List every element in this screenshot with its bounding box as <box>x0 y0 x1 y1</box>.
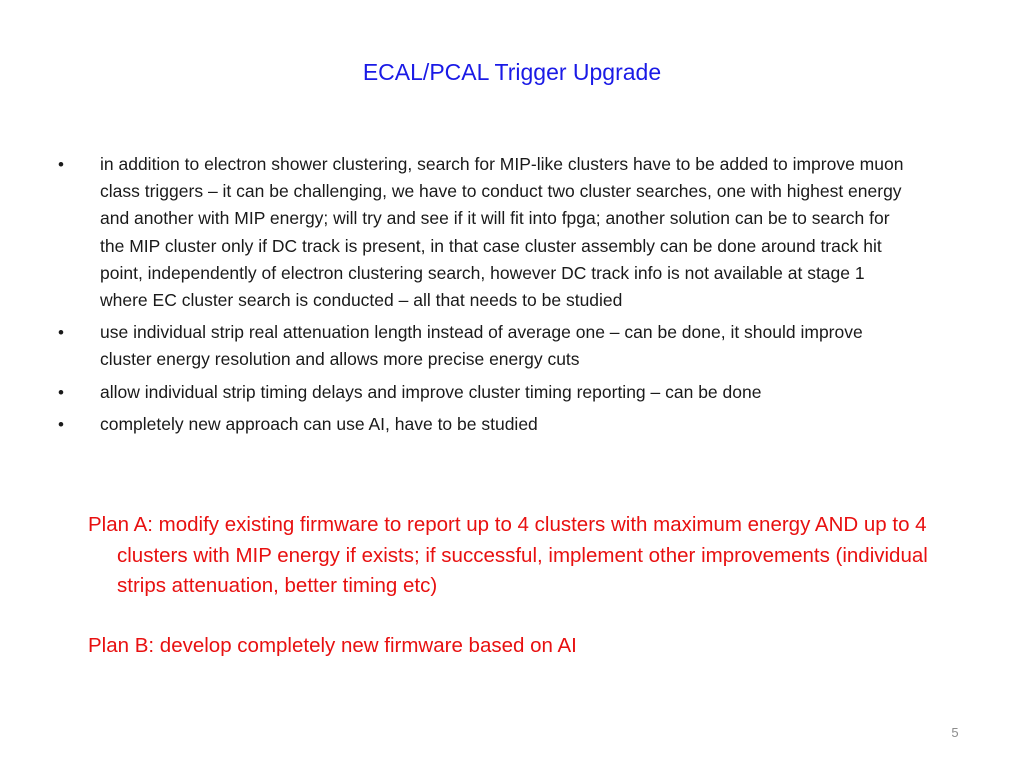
bullet-list <box>56 151 916 443</box>
bullet-item <box>56 151 916 314</box>
page-number: 5 <box>951 725 959 740</box>
bullet-item <box>56 379 916 406</box>
slide-title: ECAL/PCAL Trigger Upgrade <box>362 59 662 85</box>
bullet-item <box>56 411 916 438</box>
plan-b-text: Plan B: develop completely new firmware based on AI <box>88 634 577 657</box>
bullet-dot-icon: • <box>58 155 64 174</box>
bullet-dot-icon: • <box>58 414 64 434</box>
bullet-dot-icon: • <box>58 382 64 402</box>
bullet-text: completely new approach can use AI, have to be studied <box>100 413 538 434</box>
bullet-item <box>56 319 916 373</box>
bullet-text: in addition to electron shower clustering, search for MIP-like clusters have to be added to improve muon class triggers – it can be challenging, we have to conduct two cluster searches, one with highest energy and another with MIP energy; will try and see if it will fit into fpga; another solution can be to search for the MIP cluster only if DC track is present, in that case cluster assembly can be done around track hit point, independently of electron clustering search, however DC track info is not available at stage 1 where EC cluster search is conducted – all that needs to be studied <box>100 154 904 311</box>
bullet-text: use individual strip real attenuation length instead of average one – can be done, it should improve cluster energy resolution and allows more precise energy cuts <box>100 322 863 370</box>
plan-a-text: Plan A: modify existing firmware to report up to 4 clusters with maximum energy AND up to 4 clusters with MIP energy if exists; if successful, implement other improvements (individual strips attenuation, better timing etc) <box>88 513 928 597</box>
bullet-dot-icon: • <box>58 323 64 343</box>
bullet-text: allow individual strip timing delays and improve cluster timing reporting – can be done <box>100 381 762 402</box>
